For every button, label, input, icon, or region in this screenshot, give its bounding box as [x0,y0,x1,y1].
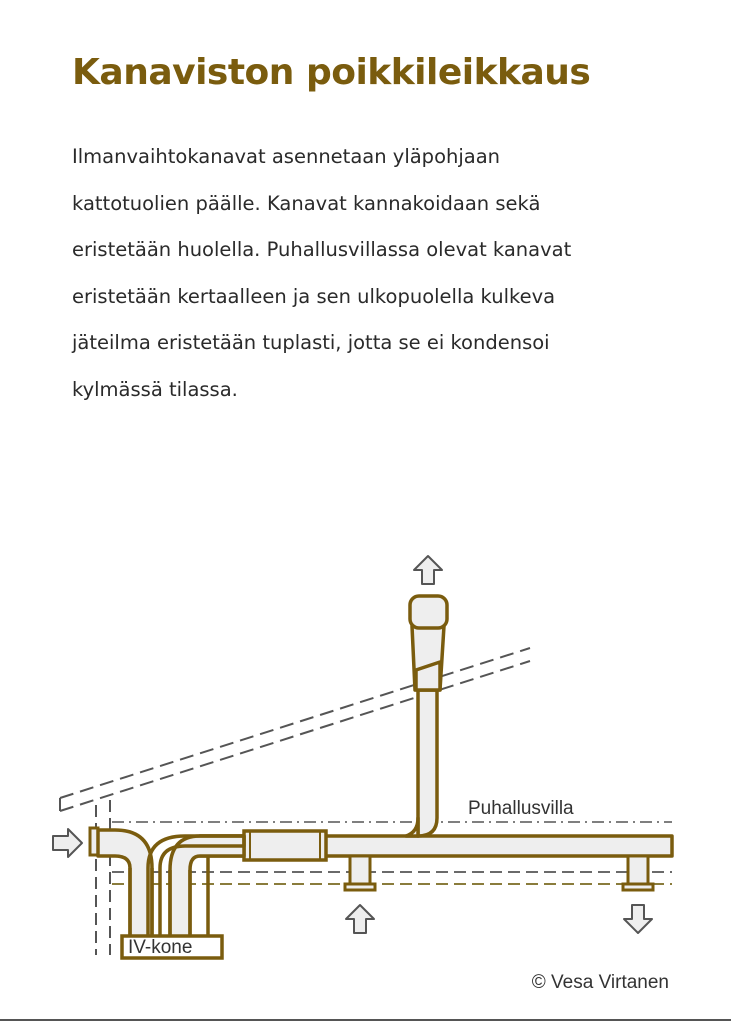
exhaust-ceiling-valve [623,856,653,890]
copyright-notice: © Vesa Virtanen [531,972,669,993]
description-line: eristetään huolella. Puhallusvillassa olevat kanavat [72,238,572,261]
ventilation-unit-label: IV-kone [128,937,193,958]
wall-lines [96,800,110,955]
bottom-divider [0,1019,731,1021]
supply-ceiling-valve [345,856,375,890]
page-title: Kanaviston poikkileikkaus [72,52,591,93]
silencer [244,831,326,860]
ceiling-lines [112,872,672,884]
exhaust-up-arrow-icon [414,556,442,584]
outdoor-air-right-arrow-icon [53,829,82,857]
vertical-exhaust-duct [406,596,447,836]
description-line: eristetään kertaalleen ja sen ulkopuolella kulkeva [72,284,556,308]
insulation-label: Puhallusvilla [468,798,574,819]
description-line: Ilmanvaihtokanavat asennetaan yläpohjaan [72,145,501,168]
description-line: kylmässä tilassa. [72,377,238,401]
roof-lines [60,648,530,811]
description-line: kattotuolien päälle. Kanavat kannakoidaan sekä [72,191,541,215]
exhaust-down-arrow-icon [624,905,652,933]
description-line: jäteilma eristetään tuplasti, jotta se ei kondensoi [72,331,550,354]
supply-up-arrow-icon [346,905,374,933]
